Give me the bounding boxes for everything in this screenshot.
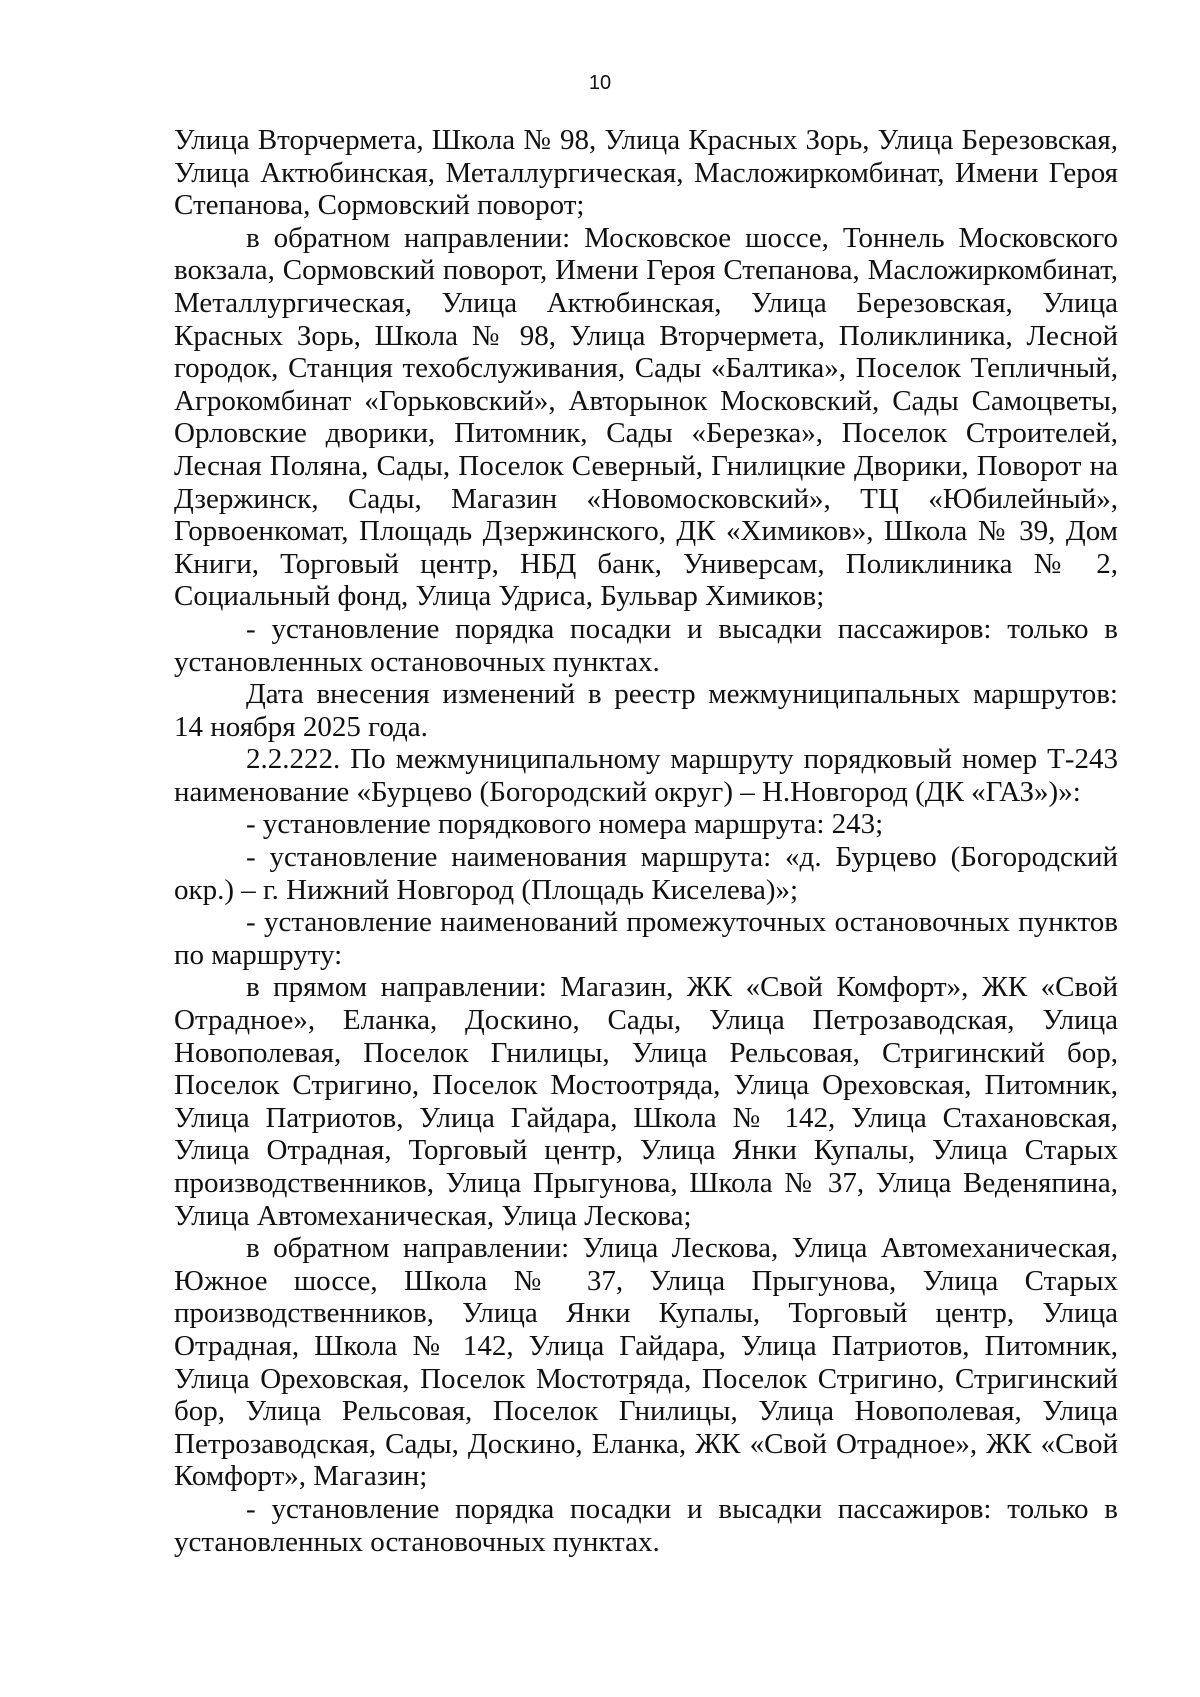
paragraph: - установление порядкового номера маршрута: 243;	[246, 808, 884, 841]
document-body	[174, 124, 1118, 1558]
paragraph: - установление порядка посадки и высадки пассажиров: только в установленных остановочных пунктах.	[174, 612, 1118, 678]
page-number: 10	[588, 72, 612, 94]
paragraph: 2.2.222. По межмуниципальному маршруту порядковый номер Т-243 наименование «Бурцево (Богородский округ) – Н.Новгород (ДК «ГАЗ»)»:	[174, 743, 1118, 808]
paragraph: Улица Вторчермета, Школа № 98, Улица Красных Зорь, Улица Березовская, Улица Актюбинская, Металлургическая, Масложиркомбинат, Имени Героя Степанова, Сормовский поворот;	[174, 124, 1118, 222]
paragraph: в обратном направлении: Московское шоссе, Тоннель Московского вокзала, Сормовский поворот, Имени Героя Степанова, Масложиркомбинат, Металлургическая, Улица Актюбинская, Улица Березовская, Улица Красных Зорь, Школа № 98, Улица Вторчермета, Поликлиника, Лесной городок, Станция техобслуживания, Сады «Балтика», Поселок Тепличный, Агрокомбинат «Горьковский», Авторынок Московский, Сады Самоцветы, Орловские дворики, Питомник, Сады «Березка», Поселок Строителей, Лесная Поляна, Сады, Поселок Северный, Гнилицкие Дворики, Поворот на Дзержинск, Сады, Магазин «Новомосковский», ТЦ «Юбилейный», Горвоенкомат, Площадь Дзержинского, ДК «Химиков», Школа № 39, Дом Книги, Торговый центр, НБД банк, Универсам, Поликлиника № 2, Социальный фонд, Улица Удриса, Бульвар Химиков;	[174, 221, 1118, 613]
paragraph: - установление порядка посадки и высадки пассажиров: только в установленных остановочных пунктах.	[174, 1492, 1118, 1558]
paragraph: в прямом направлении: Магазин, ЖК «Свой Комфорт», ЖК «Свой Отрадное», Еланка, Доскино, Сады, Улица Петрозаводская, Улица Новополевая, Поселок Гнилицы, Улица Рельсовая, Стригинский бор, Поселок Стригино, Поселок Мостоотряда, Улица Ореховская, Питомник, Улица Патриотов, Улица Гайдара, Школа № 142, Улица Стахановская, Улица Отрадная, Торговый центр, Улица Янки Купалы, Улица Старых производственников, Улица Прыгунова, Школа № 37, Улица Веденяпина, Улица Автомеханическая, Улица Лескова;	[174, 971, 1118, 1232]
paragraph: Дата внесения изменений в реестр межмуниципальных маршрутов: 14 ноября 2025 года.	[174, 678, 1118, 743]
paragraph: - установление наименований промежуточных остановочных пунктов по маршруту:	[174, 906, 1118, 971]
paragraph: в обратном направлении: Улица Лескова, Улица Автомеханическая, Южное шоссе, Школа № 37, Улица Прыгунова, Улица Старых производственников, Улица Янки Купалы, Торговый центр, Улица Отрадная, Школа № 142, Улица Гайдара, Улица Патриотов, Питомник, Улица Ореховская, Поселок Мостотряда, Поселок Стригино, Стригинский бор, Улица Рельсовая, Поселок Гнилицы, Улица Новополевая, Улица Петрозаводская, Сады, Доскино, Еланка, ЖК «Свой Отрадное», ЖК «Свой Комфорт», Магазин;	[174, 1232, 1118, 1493]
paragraph: - установление наименования маршрута: «д. Бурцево (Богородский окр.) – г. Нижний Новгород (Площадь Киселева)»;	[174, 841, 1118, 906]
